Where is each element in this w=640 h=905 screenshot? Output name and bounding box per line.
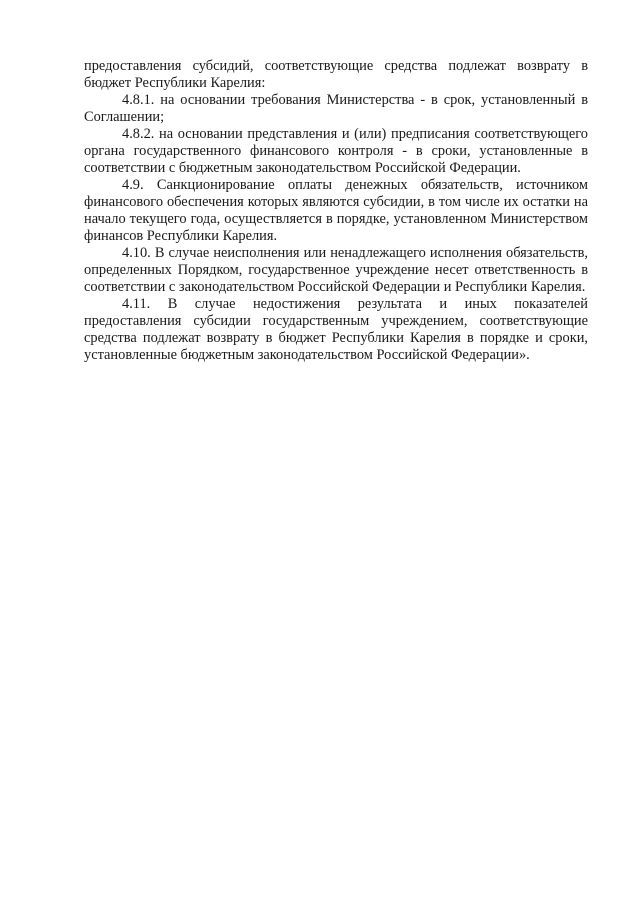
paragraph-continuation: предоставления субсидий, соответствующие средства подлежат возврату в бюджет Республики Карелия:: [84, 58, 588, 91]
paragraph-clause-4-11: 4.11. В случае недостижения результата и иных показателей предоставления субсидии государственным учреждением, соответствующие средства подлежат возврату в бюджет Республики Карелия в порядке и сроки, установленные бюджетным законодательством Российской Федерации».: [84, 296, 588, 363]
document-body: [84, 58, 588, 364]
paragraph-clause-4-8-2: 4.8.2. на основании представления и (или) предписания соответствующего органа государственного финансового контроля - в сроки, установленные в соответствии с бюджетным законодательством Российской Федерации.: [84, 126, 588, 176]
paragraph-clause-4-10: 4.10. В случае неисполнения или ненадлежащего исполнения обязательств, определенных Порядком, государственное учреждение несет ответственность в соответствии с законодательством Российской Федерации и Республики Карелия.: [84, 245, 588, 295]
paragraph-clause-4-8-1: 4.8.1. на основании требования Министерства - в срок, установленный в Соглашении;: [84, 92, 588, 125]
paragraph-clause-4-9: 4.9. Санкционирование оплаты денежных обязательств, источником финансового обеспечения которых являются субсидии, в том числе их остатки на начало текущего года, осуществляется в порядке, установленном Министерством финансов Республики Карелия.: [84, 177, 588, 244]
